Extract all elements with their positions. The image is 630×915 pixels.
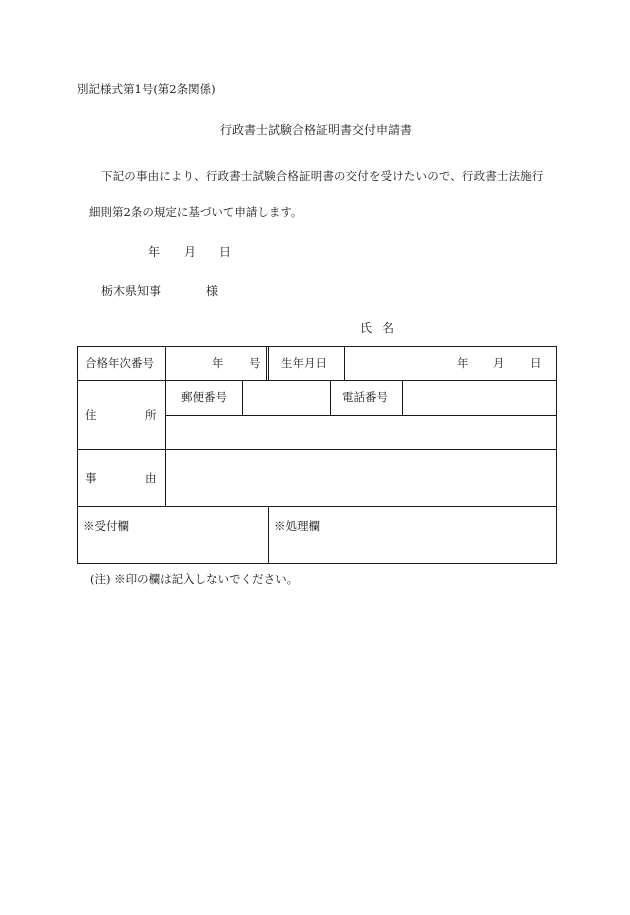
address-field[interactable] — [166, 416, 557, 450]
pass-year-unit: 年 — [212, 356, 224, 370]
birthdate-label-cell — [269, 347, 345, 381]
office-use-row — [78, 507, 557, 564]
postal-label-cell — [166, 381, 243, 416]
processing-cell — [269, 507, 557, 564]
reason-label-char-2: 由 — [145, 471, 157, 485]
birth-day-unit: 日 — [530, 356, 542, 370]
address-row-upper — [78, 381, 557, 416]
birth-month-unit: 月 — [493, 356, 505, 370]
document-title: 行政書士試験合格証明書交付申請書 — [220, 123, 413, 137]
application-statement-line-1: 下記の事由により、行政書士試験合格証明書の交付を受けたいので、行政書士法施行 — [101, 169, 544, 183]
pass-year-label: 合格年次番号 — [85, 356, 154, 370]
form-number-label: 別記様式第1号(第2条関係) — [77, 82, 216, 96]
phone-label-cell — [331, 381, 403, 416]
addressee-honorific: 様 — [206, 284, 219, 298]
address-label-char-1: 住 — [85, 408, 97, 422]
date-month-label: 月 — [184, 245, 197, 259]
processing-label: ※処理欄 — [274, 519, 320, 533]
date-year-label: 年 — [148, 245, 161, 259]
pass-year-number-field[interactable] — [166, 347, 267, 381]
pass-number-unit: 号 — [249, 356, 261, 370]
address-label-char-2: 所 — [145, 408, 157, 422]
applicant-name-label: 氏名 — [360, 321, 405, 335]
reception-label: ※受付欄 — [83, 519, 129, 533]
date-day-label: 日 — [219, 245, 232, 259]
reason-row — [78, 450, 557, 507]
postal-code-label: 郵便番号 — [181, 390, 227, 404]
application-statement-line-2: 細則第2条の規定に基づいて申請します。 — [89, 205, 303, 219]
reception-cell — [78, 507, 269, 564]
footnote: (注) ※印の欄は記入しないでください。 — [90, 572, 299, 586]
pass-year-label-cell — [78, 347, 166, 381]
addressee-name: 栃木県知事 — [101, 284, 162, 298]
birth-year-unit: 年 — [457, 356, 469, 370]
birthdate-label: 生年月日 — [281, 356, 327, 370]
phone-number-field[interactable] — [403, 381, 557, 416]
reason-label-char-1: 事 — [85, 471, 97, 485]
phone-number-label: 電話番号 — [342, 390, 388, 404]
postal-code-field[interactable] — [243, 381, 331, 416]
address-label-cell — [78, 381, 166, 450]
reason-label-cell — [78, 450, 166, 507]
reason-field[interactable] — [166, 450, 557, 507]
pass-year-row — [78, 347, 557, 381]
application-form-table — [77, 346, 557, 564]
birthdate-field[interactable] — [345, 347, 557, 381]
